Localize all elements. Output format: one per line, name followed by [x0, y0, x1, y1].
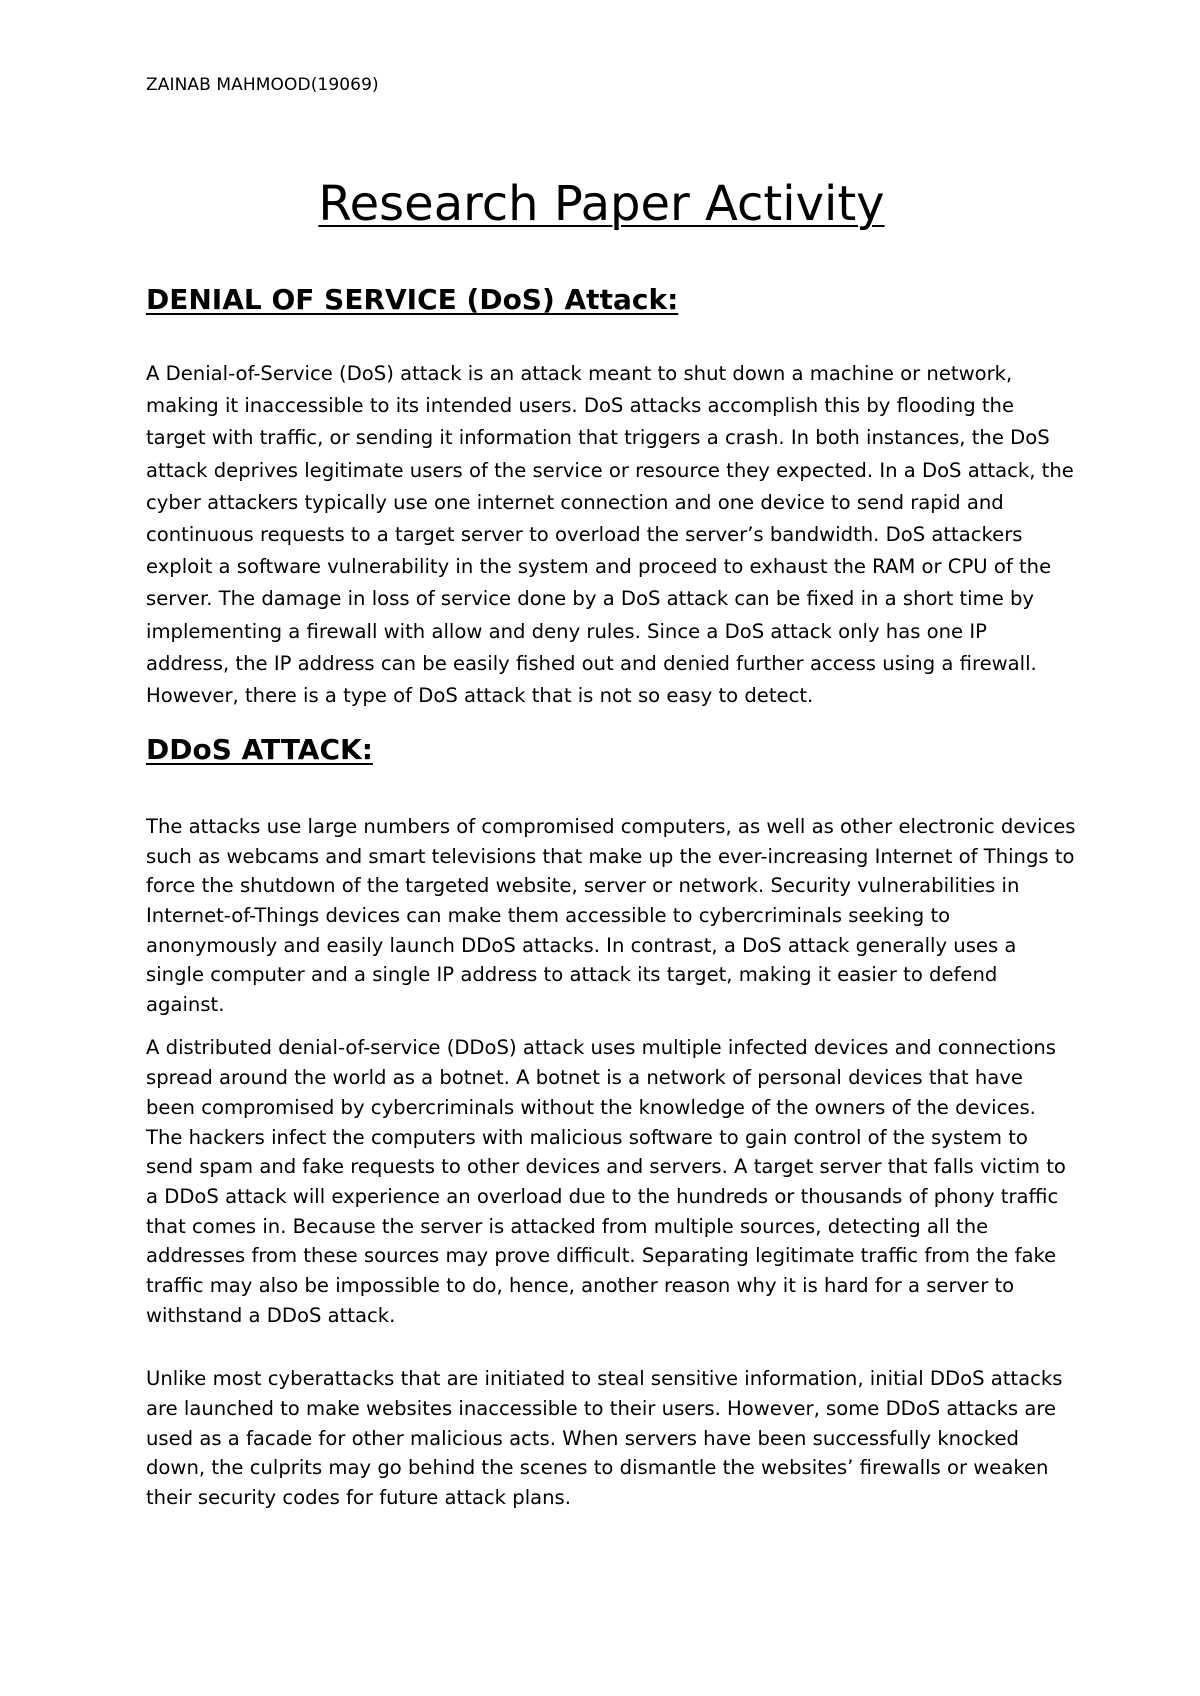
section-heading-dos-text: DENIAL OF SERVICE (DoS) Attack:: [146, 283, 679, 316]
document-title: [146, 174, 1057, 234]
paragraph-ddos-motives: Unlike most cyberattacks that are initiated to steal sensitive information, initial DDoS attacks are launched to make websites inaccessible to their users. However, some DDoS attacks are used as a facade for other malicious acts. When servers have been successfully knocked down, the culprits may go behind the scenes to dismantle the websites’ firewalls or weaken their security codes for future attack plans.: [146, 1367, 1063, 1509]
document-title-text: Research Paper Activity: [318, 176, 885, 232]
paragraph-ddos-overview: The attacks use large numbers of compromised computers, as well as other electronic devices such as webcams and smart televisions that make up the ever-increasing Internet of Things to force the shutdown of the targeted website, server or network. Security vulnerabilities in Internet-of-Things devices can make them accessible to cybercriminals seeking to anonymously and easily launch DDoS attacks. In contrast, a DoS attack generally uses a single computer and a single IP address to attack its target, making it easier to defend against.: [146, 815, 1076, 1016]
paragraph-dos-definition: A Denial-of-Service (DoS) attack is an attack meant to shut down a machine or network, making it inaccessible to its intended users. DoS attacks accomplish this by flooding the target with traffic, or sending it information that triggers a crash. In both instances, the DoS attack deprives legitimate users of the service or resource they expected. In a DoS attack, the cyber attackers typically use one internet connection and one device to send rapid and continuous requests to a target server to overload the server’s bandwidth. DoS attackers exploit a software vulnerability in the system and proceed to exhaust the RAM or CPU of the server. The damage in loss of service done by a DoS attack can be fixed in a short time by implementing a firewall with allow and deny rules. Since a DoS attack only has one IP address, the IP address can be easily fished out and denied further access using a firewall. However, there is a type of DoS attack that is not so easy to detect.: [146, 362, 1074, 708]
section-heading-dos: [146, 282, 1076, 318]
section-heading-ddos-text: DDoS ATTACK:: [146, 733, 373, 767]
document-body: [146, 74, 1076, 1512]
section-heading-ddos: [146, 732, 1076, 768]
paragraph-ddos-botnet: A distributed denial-of-service (DDoS) attack uses multiple infected devices and connections spread around the world as a botnet. A botnet is a network of personal devices that have been compromised by cybercriminals without the knowledge of the owners of the devices. The hackers infect the computers with malicious software to gain control of the system to send spam and fake requests to other devices and servers. A target server that falls victim to a DDoS attack will experience an overload due to the hundreds or thousands of phony traffic that comes in. Because the server is attacked from multiple sources, detecting all the addresses from these sources may prove difficult. Separating legitimate traffic from the fake traffic may also be impossible to do, hence, another reason why it is hard for a server to withstand a DDoS attack.: [146, 1036, 1066, 1327]
author-line: ZAINAB MAHMOOD(19069): [146, 75, 379, 95]
